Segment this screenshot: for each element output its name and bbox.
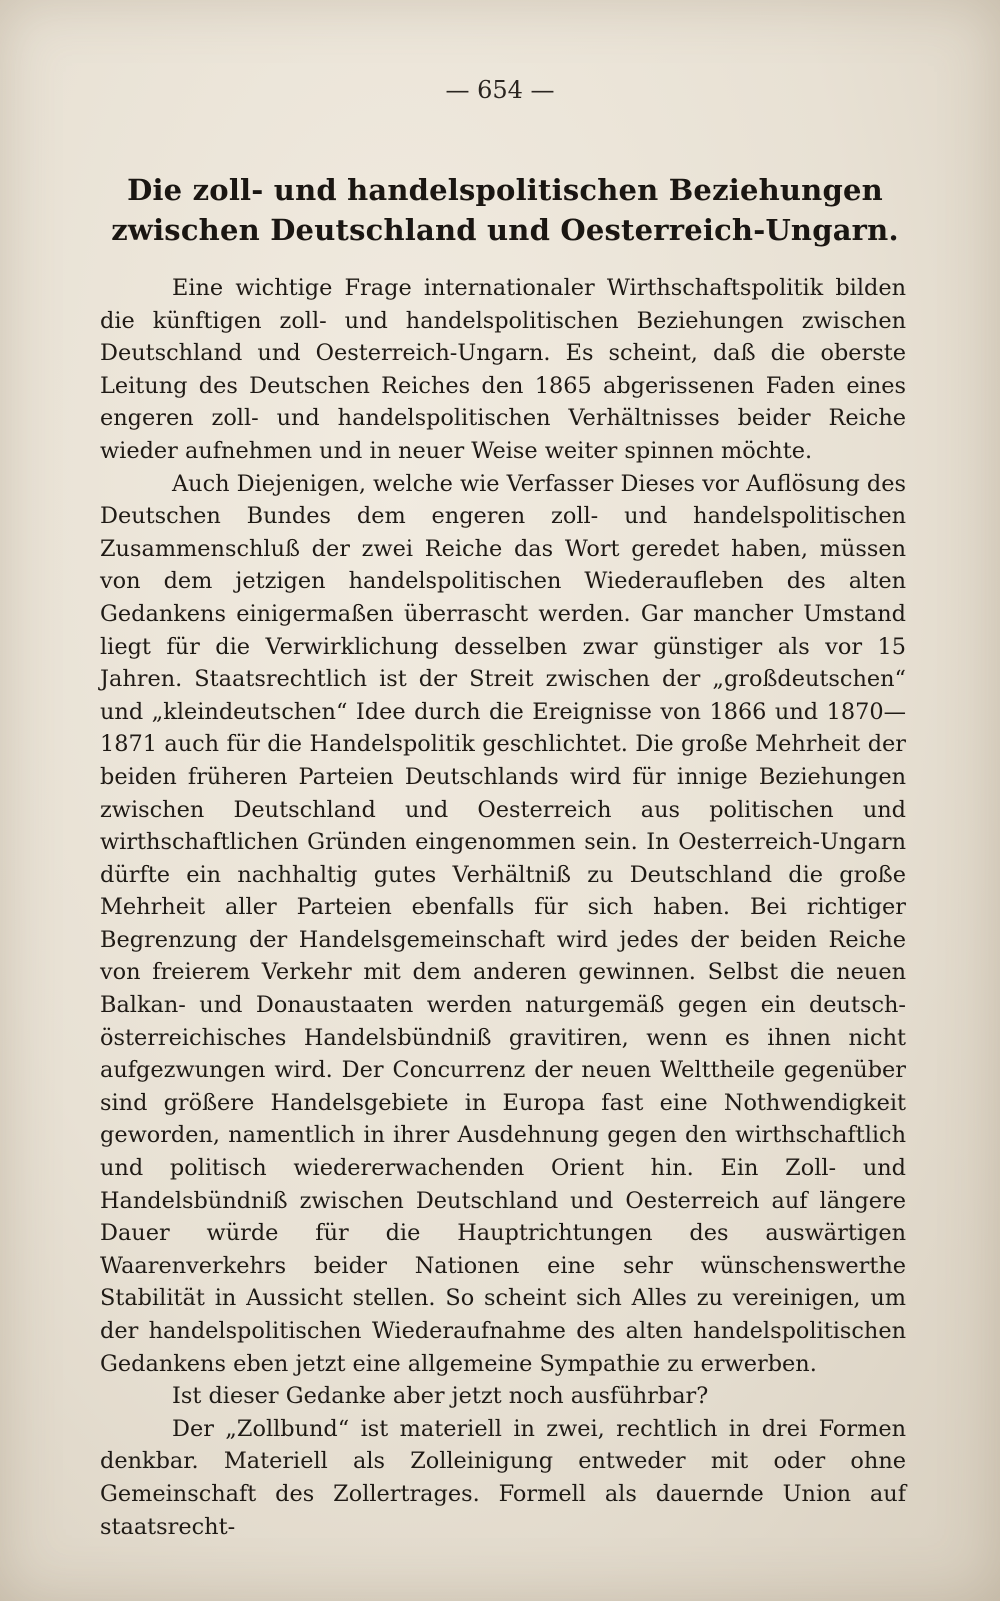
page-number: — 654 — bbox=[445, 76, 555, 104]
paragraph: Eine wichtige Frage internationaler Wirthschaftspolitik bilden die künftigen zoll- und handelspolitischen Beziehungen zwischen Deutschland und Oesterreich-Ungarn. Es scheint, daß die oberste Leitung des Deutschen Reiches den 1865 abgerissenen Faden eines engeren zoll- und handelspolitischen Verhältnisses beider Reiche wieder aufnehmen und in neuer Weise weiter spinnen möchte. bbox=[100, 275, 906, 464]
article-body bbox=[100, 272, 906, 1543]
paragraph: Auch Diejenigen, welche wie Verfasser Dieses vor Auflösung des Deutschen Bundes dem engeren zoll- und handelspolitischen Zusammenschluß der zwei Reiche das Wort geredet haben, müssen von dem jetzigen handelspolitischen Wiederaufleben des alten Gedankens einigermaßen überrascht werden. Gar mancher Umstand liegt für die Verwirklichung desselben zwar günstiger als vor 15 Jahren. Staatsrechtlich ist der Streit zwischen der „großdeutschen“ und „kleindeutschen“ Idee durch die Ereignisse von 1866 und 1870—1871 auch für die Handelspolitik geschlichtet. Die große Mehrheit der beiden früheren Parteien Deutschlands wird für innige Beziehungen zwischen Deutschland und Oesterreich aus politischen und wirthschaftlichen Gründen eingenommen sein. In Oesterreich-Ungarn dürfte ein nachhaltig gutes Verhältniß zu Deutschland die große Mehrheit aller Parteien ebenfalls für sich haben. Bei richtiger Begrenzung der Handelsgemeinschaft wird jedes der beiden Reiche von freierem Verkehr mit dem anderen gewinnen. Selbst die neuen Balkan- und Donaustaaten werden naturgemäß gegen ein deutsch-österreichisches Handelsbündniß gravitiren, wenn es ihnen nicht aufgezwungen wird. Der Concurrenz der neuen Welttheile gegenüber sind größere Handelsgebiete in Europa fast eine Nothwendigkeit geworden, namentlich in ihrer Ausdehnung gegen den wirthschaftlich und politisch wiedererwachenden Orient hin. Ein Zoll- und Handelsbündniß zwischen Deutschland und Oesterreich auf längere Dauer würde für die Hauptrichtungen des auswärtigen Waarenverkehrs beider Nationen eine sehr wünschenswerthe Stabilität in Aussicht stellen. So scheint sich Alles zu vereinigen, um der handelspolitischen Wiederaufnahme des alten handelspolitischen Gedankens eben jetzt eine allgemeine Sympathie zu erwerben. bbox=[100, 470, 906, 1377]
paragraph: Der „Zollbund“ ist materiell in zwei, rechtlich in drei Formen denkbar. Materiell als Zolleinigung entweder mit oder ohne Gemeinschaft des Zollertrages. Formell als dauernde Union auf staatsrecht- bbox=[100, 1415, 906, 1540]
paragraph: Ist dieser Gedanke aber jetzt noch ausführbar? bbox=[172, 1383, 709, 1410]
article-title: Die zoll- und handelspolitischen Beziehungen zwischen Deutschland und Oesterreich-Ungarn. bbox=[111, 173, 899, 247]
